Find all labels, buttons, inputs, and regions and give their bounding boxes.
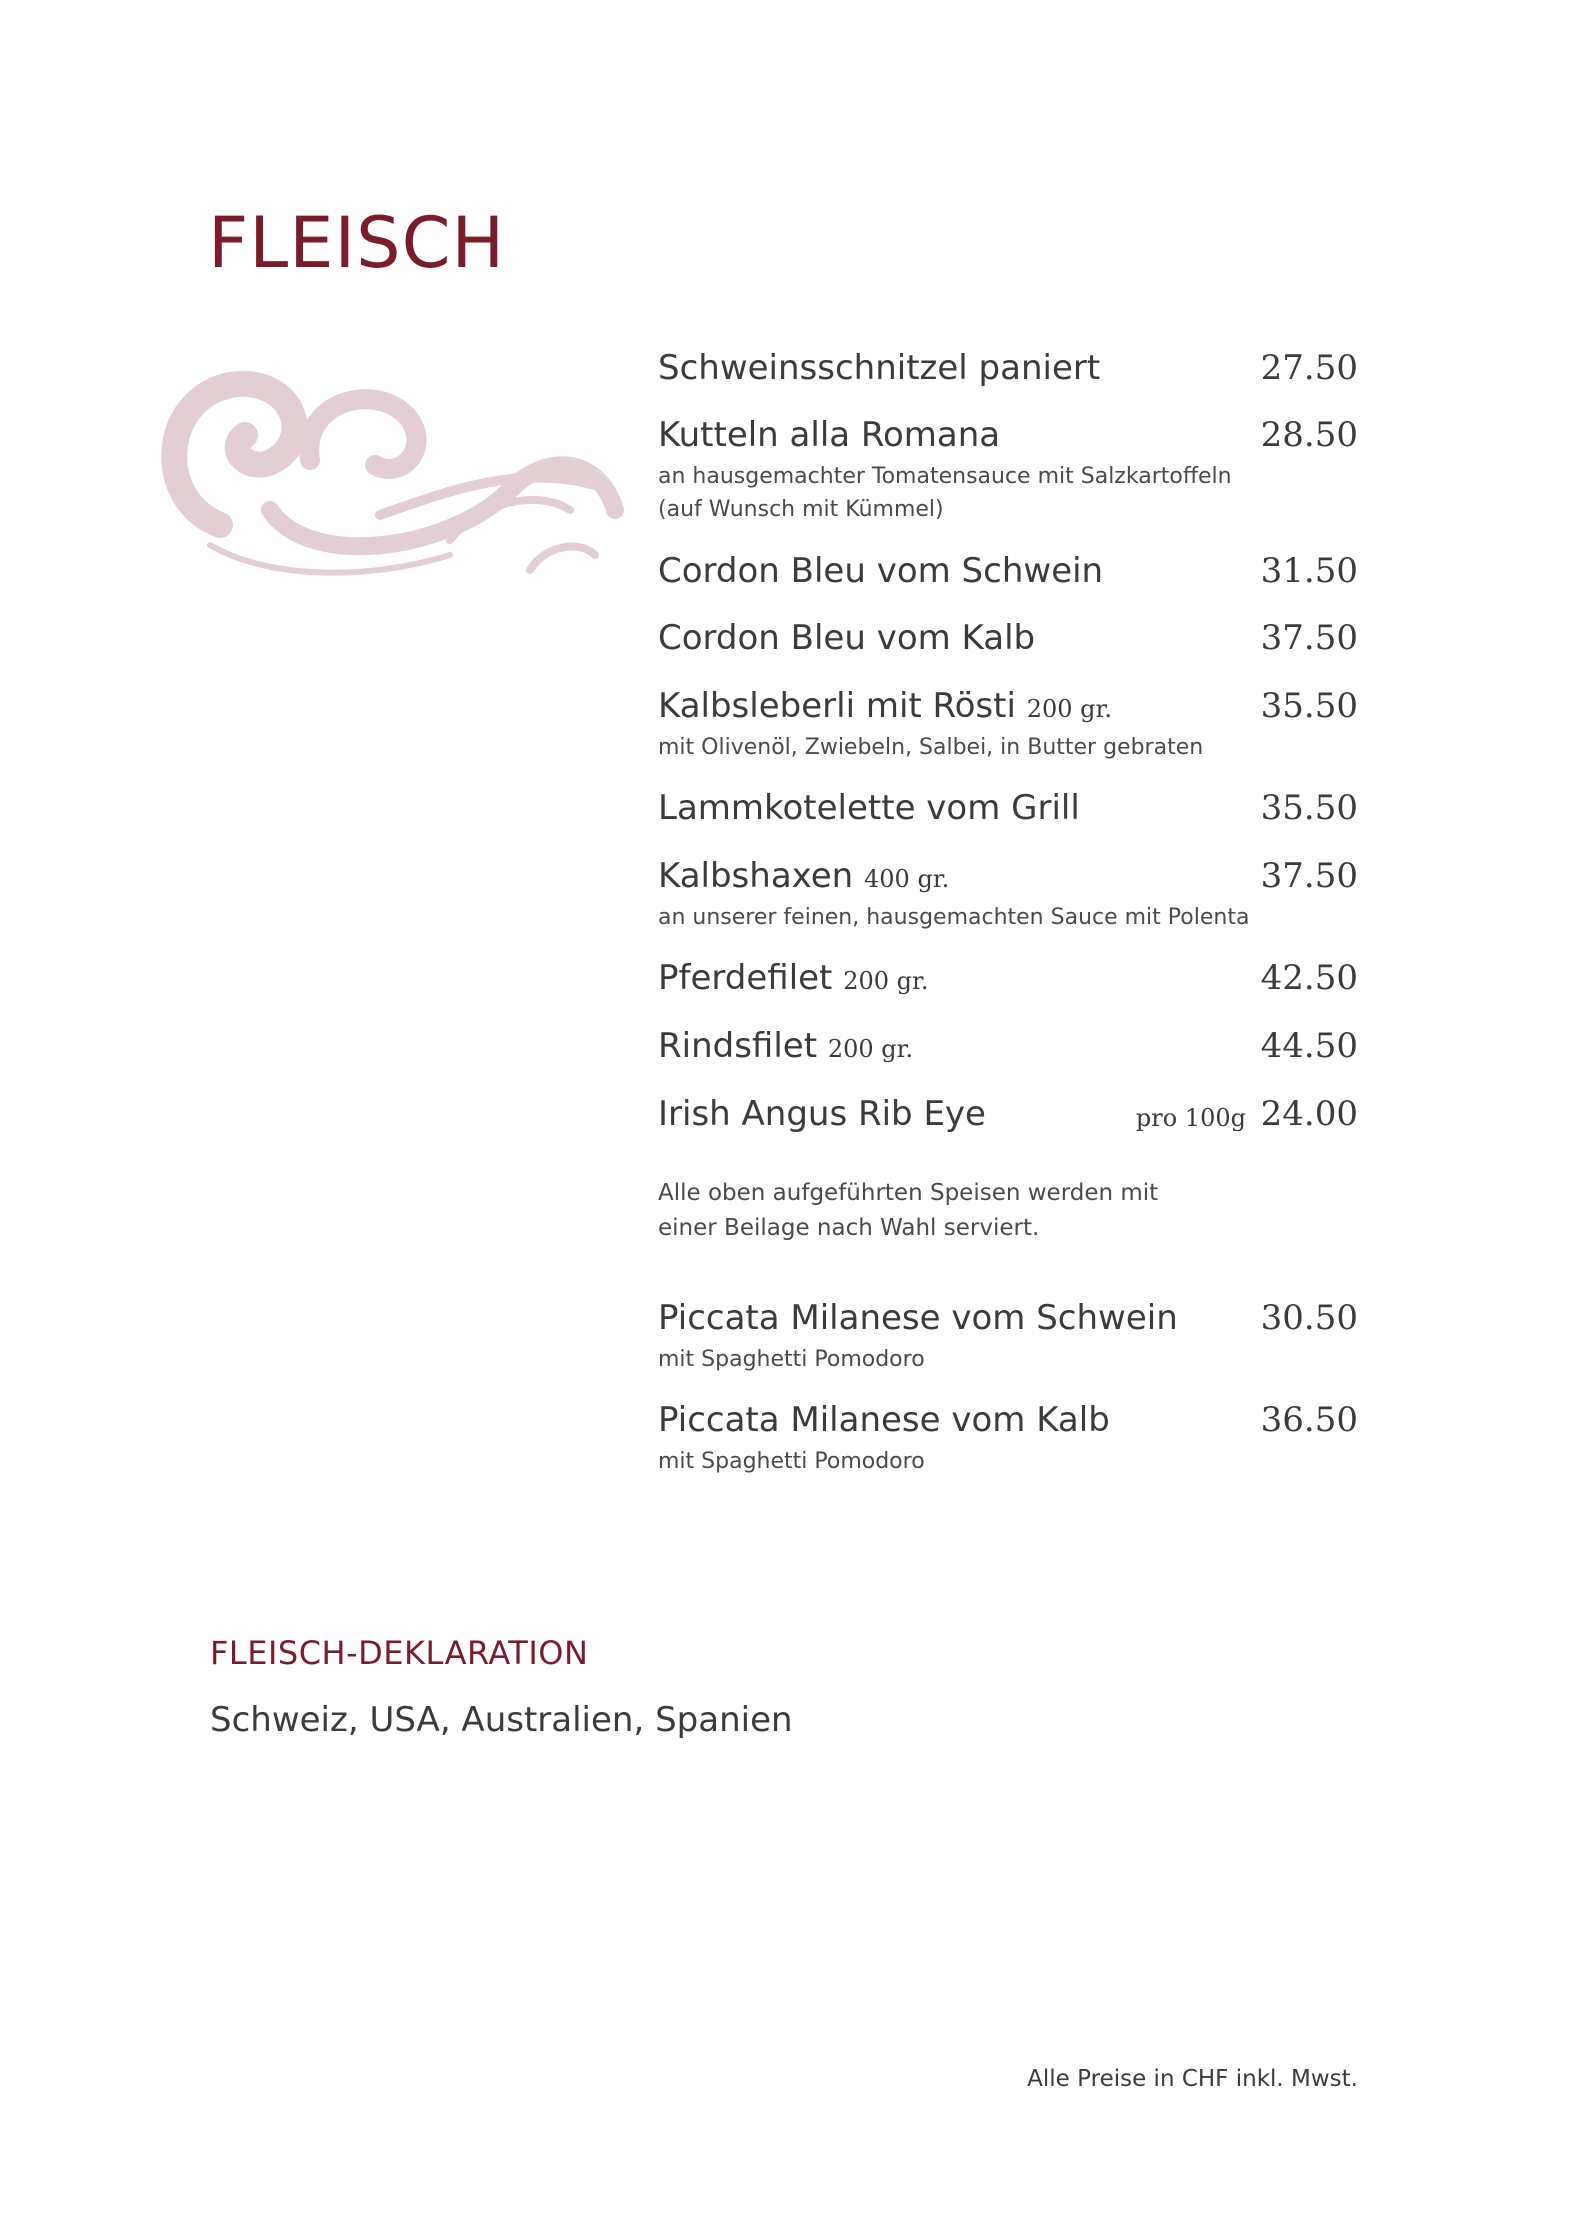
swirl-ornament-icon (150, 340, 630, 590)
item-description: mit Spaghetti Pomodoro (658, 1449, 925, 1474)
item-name: Cordon Bleu vom Kalb (658, 618, 1036, 658)
item-name: Kalbshaxen (658, 856, 854, 896)
item-price: 27.50 (1260, 348, 1358, 388)
declaration-text: Schweiz, USA, Australien, Spanien (210, 1700, 793, 1740)
item-price: 30.50 (1260, 1298, 1358, 1338)
item-description: (auf Wunsch mit Kümmel) (658, 497, 944, 522)
item-description: an hausgemachter Tomatensauce mit Salzkartoffeln (658, 464, 1232, 489)
item-price: 37.50 (1260, 618, 1358, 658)
item-price: 44.50 (1260, 1026, 1358, 1066)
item-name: Cordon Bleu vom Schwein (658, 551, 1104, 591)
item-price: 42.50 (1260, 958, 1358, 998)
item-name: Kalbsleberli mit Rösti (658, 686, 1016, 726)
item-price: 28.50 (1260, 415, 1358, 455)
page-title: FLEISCH (208, 202, 506, 284)
item-price: 36.50 (1260, 1400, 1358, 1440)
item-price: 35.50 (1260, 686, 1358, 726)
side-dish-note (658, 1176, 1218, 1245)
item-name: Piccata Milanese vom Schwein (658, 1298, 1178, 1338)
note-line: einer Beilage nach Wahl serviert. (658, 1214, 1040, 1241)
item-weight: 200 gr. (1026, 695, 1112, 723)
price-footnote: Alle Preise in CHF inkl. Mwst. (1027, 2066, 1358, 2092)
item-name: Schweinsschnitzel paniert (658, 348, 1101, 388)
item-description: an unserer feinen, hausgemachten Sauce mit Polenta (658, 905, 1250, 930)
item-weight: 200 gr. (843, 967, 929, 995)
item-price: 35.50 (1260, 788, 1358, 828)
item-price: 31.50 (1260, 551, 1358, 591)
item-name: Lammkotelette vom Grill (658, 788, 1080, 828)
item-description: mit Spaghetti Pomodoro (658, 1347, 925, 1372)
item-name: Pferdefilet (658, 958, 833, 998)
item-name: Rindsfilet (658, 1026, 818, 1066)
item-name: Piccata Milanese vom Kalb (658, 1400, 1110, 1440)
item-weight: 200 gr. (827, 1035, 914, 1063)
item-price: 37.50 (1260, 856, 1358, 896)
item-name: Kutteln alla Romana (658, 415, 1001, 455)
item-price: 24.00 (1260, 1094, 1358, 1134)
item-description: mit Olivenöl, Zwiebeln, Salbei, in Butter gebraten (658, 735, 1204, 760)
declaration-heading: FLEISCH-DEKLARATION (210, 1634, 589, 1672)
item-unit: pro 100g (1135, 1104, 1246, 1132)
note-line: Alle oben aufgeführten Speisen werden mit (658, 1180, 1159, 1206)
item-weight: 400 gr. (864, 865, 950, 893)
item-name: Irish Angus Rib Eye (658, 1094, 986, 1134)
